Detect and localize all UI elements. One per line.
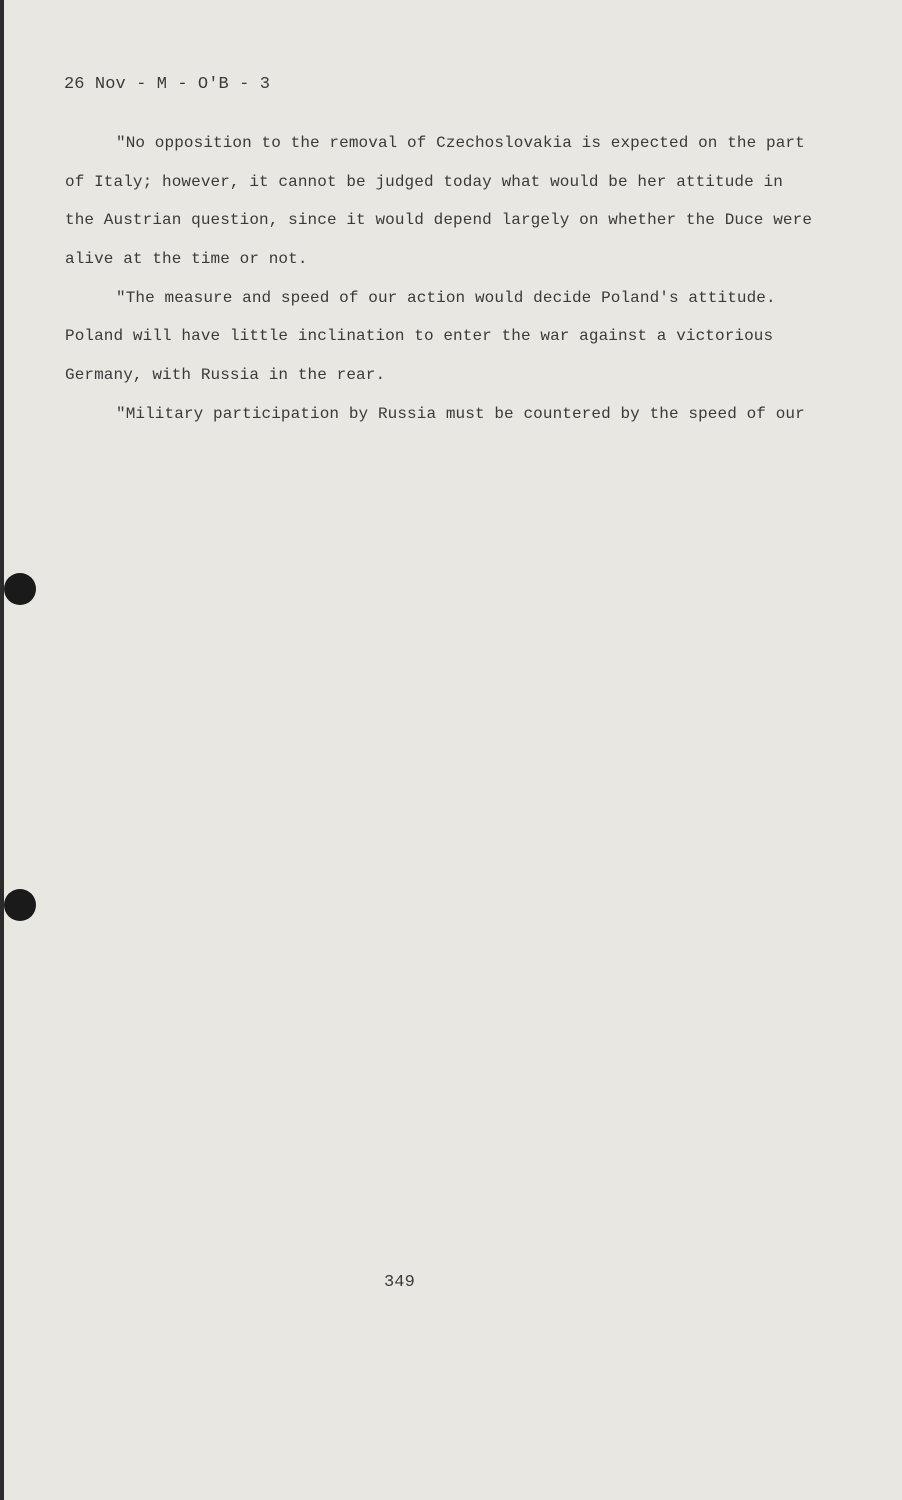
body-line: "Military participation by Russia must be countered by the speed of our bbox=[116, 405, 805, 423]
body-line: alive at the time or not. bbox=[65, 250, 308, 268]
punch-hole bbox=[4, 573, 36, 605]
document-reference: 26 Nov - M - O'B - 3 bbox=[64, 75, 271, 94]
body-line: "No opposition to the removal of Czechoslovakia is expected on the part bbox=[116, 134, 805, 152]
body-line: Poland will have little inclination to enter the war against a victorious bbox=[65, 327, 774, 345]
body-line: of Italy; however, it cannot be judged today what would be her attitude in bbox=[65, 173, 783, 191]
page-edge bbox=[0, 0, 4, 1500]
punch-hole bbox=[4, 889, 36, 921]
page-number: 349 bbox=[384, 1273, 415, 1292]
body-line: Germany, with Russia in the rear. bbox=[65, 366, 386, 384]
body-line: "The measure and speed of our action would decide Poland's attitude. bbox=[116, 289, 776, 307]
body-line: the Austrian question, since it would depend largely on whether the Duce were bbox=[65, 211, 813, 229]
